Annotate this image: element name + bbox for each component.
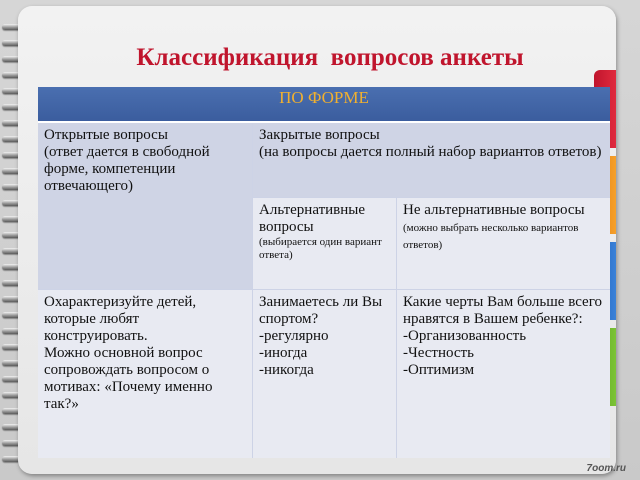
- slide-title: Классификация вопросов анкеты: [136, 44, 524, 71]
- non-alternative-example-cell: Какие черты Вам больше всего нравятся в Вашем ребенке?: -Организованность -Честность -Оптимизм: [397, 290, 610, 458]
- closed-questions-cell: [253, 123, 610, 197]
- non-alternative-note: (можно выбрать несколько вариантов ответов): [403, 222, 579, 251]
- open-example-cell: Охарактеризуйте детей, которые любят конструировать. Можно основной вопрос сопровождать вопросом о мотивах: «Почему именно так?»: [38, 290, 252, 458]
- open-questions-heading: Открытые вопросы: [44, 127, 168, 143]
- watermark: 7oom.ru: [586, 463, 626, 474]
- closed-questions-description: (на вопросы дается полный набор вариантов ответов): [259, 144, 602, 160]
- non-alternative-questions-cell: [397, 198, 610, 289]
- alternative-note: (выбирается один вариант ответа): [259, 236, 382, 261]
- classification-table: [38, 87, 610, 458]
- alternative-heading: Альтернативные вопросы: [259, 202, 366, 235]
- alternative-example-cell: Занимаетесь ли Вы спортом? -регулярно -иногда -никогда: [253, 290, 396, 458]
- open-questions-cell: [38, 123, 252, 289]
- open-questions-description: (ответ дается в свободной форме, компетенции отвечающего): [44, 144, 210, 194]
- closed-questions-heading: Закрытые вопросы: [259, 127, 380, 143]
- non-alternative-heading: Не альтернативные вопросы: [403, 202, 585, 218]
- table-header: ПО ФОРМЕ: [38, 87, 610, 123]
- alternative-questions-cell: [253, 198, 396, 289]
